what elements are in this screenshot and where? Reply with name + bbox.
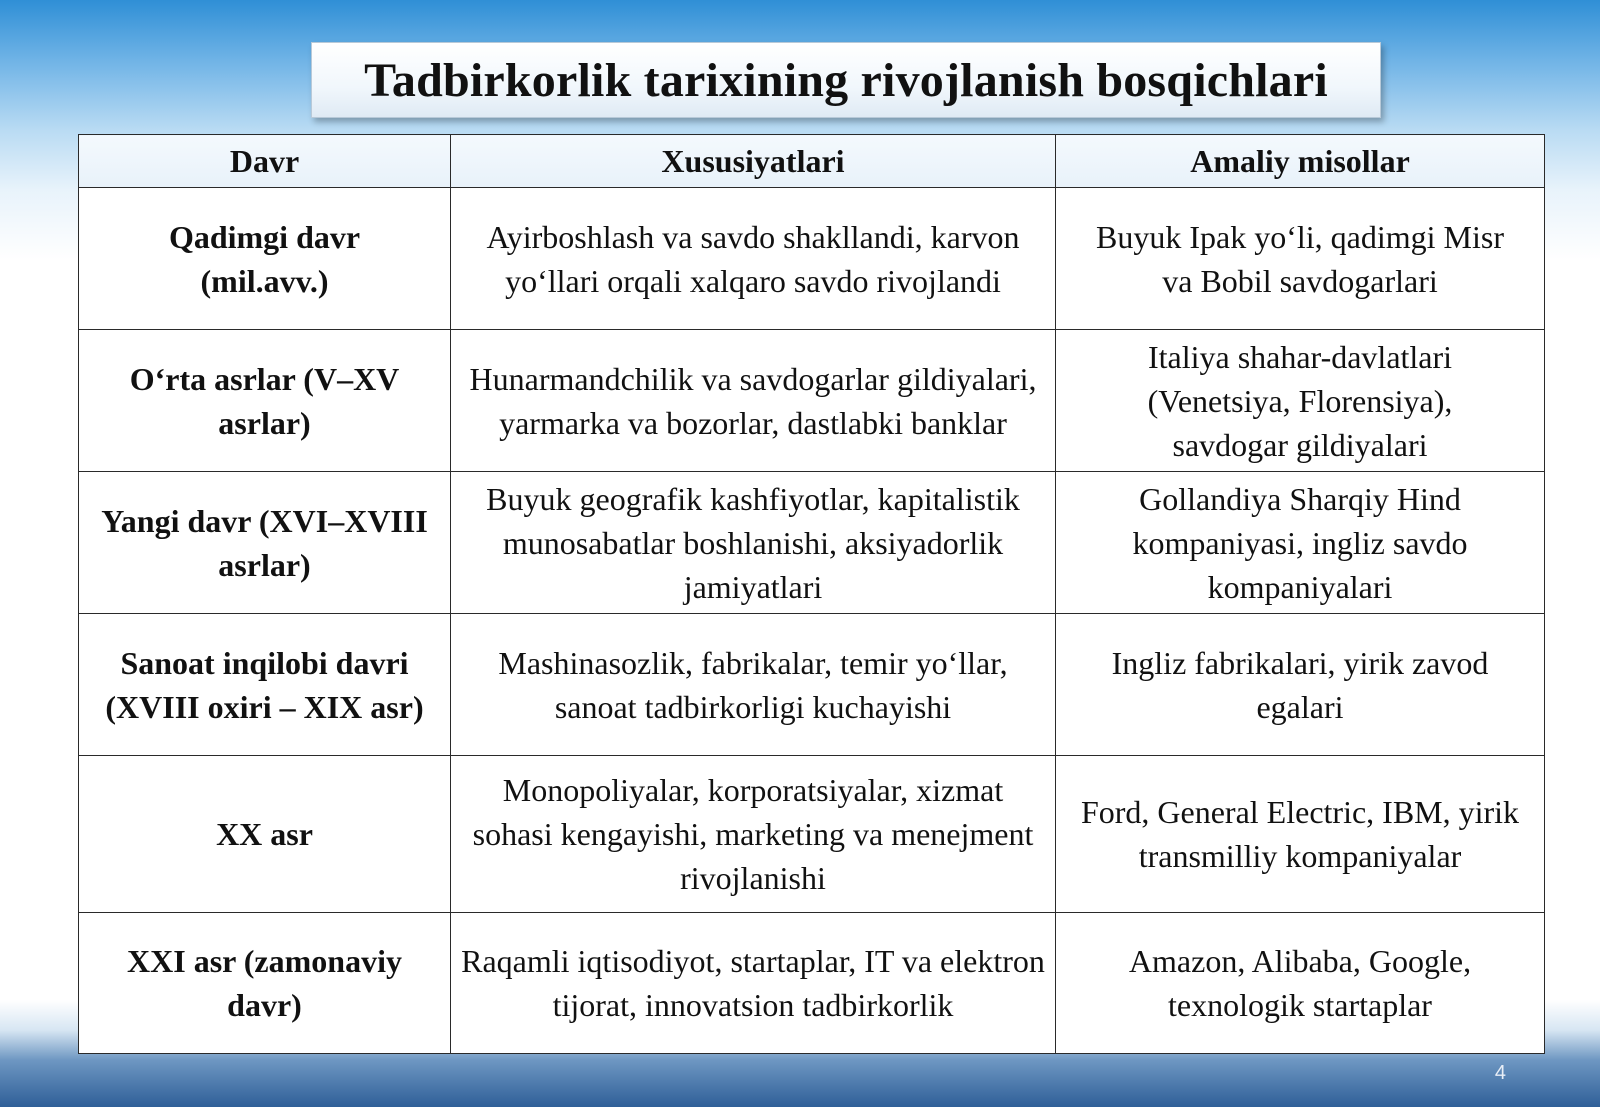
examples-cell: Gollandiya Sharqiy Hind kompaniyasi, ingliz savdo kompaniyalari (1056, 472, 1545, 614)
history-stages-table (78, 134, 1545, 1054)
period-cell: XXI asr (zamonaviy davr) (79, 913, 451, 1054)
features-cell: Hunarmandchilik va savdogarlar gildiyalari, yarmarka va bozorlar, dastlabki banklar (451, 330, 1056, 472)
period-cell: O‘rta asrlar (V–XV asrlar) (79, 330, 451, 472)
features-cell: Mashinasozlik, fabrikalar, temir yo‘llar, sanoat tadbirkorligi kuchayishi (451, 614, 1056, 756)
slide-title: Tadbirkorlik tarixining rivojlanish bosqichlari (364, 53, 1328, 107)
examples-cell: Italiya shahar-davlatlari (Venetsiya, Florensiya), savdogar gildiyalari (1056, 330, 1545, 472)
header-period: Davr (79, 135, 451, 188)
period-cell: Sanoat inqilobi davri (XVIII oxiri – XIX asr) (79, 614, 451, 756)
table-row (79, 330, 1545, 472)
table-row (79, 472, 1545, 614)
table-row (79, 913, 1545, 1054)
examples-cell: Amazon, Alibaba, Google, texnologik startaplar (1056, 913, 1545, 1054)
examples-cell: Buyuk Ipak yo‘li, qadimgi Misr va Bobil savdogarlari (1056, 188, 1545, 330)
features-cell: Raqamli iqtisodiyot, startaplar, IT va elektron tijorat, innovatsion tadbirkorlik (451, 913, 1056, 1054)
examples-cell: Ingliz fabrikalari, yirik zavod egalari (1056, 614, 1545, 756)
table-row (79, 614, 1545, 756)
slide-title-box (311, 42, 1381, 118)
period-cell: Qadimgi davr (mil.avv.) (79, 188, 451, 330)
header-examples: Amaliy misollar (1056, 135, 1545, 188)
examples-cell: Ford, General Electric, IBM, yirik transmilliy kompaniyalar (1056, 756, 1545, 913)
features-cell: Monopoliyalar, korporatsiyalar, xizmat sohasi kengayishi, marketing va menejment rivojlanishi (451, 756, 1056, 913)
table-row (79, 188, 1545, 330)
features-cell: Ayirboshlash va savdo shakllandi, karvon yo‘llari orqali xalqaro savdo rivojlandi (451, 188, 1056, 330)
table-header-row (79, 135, 1545, 188)
page-number: 4 (1494, 1062, 1506, 1084)
header-features: Xususiyatlari (451, 135, 1056, 188)
period-cell: Yangi davr (XVI–XVIII asrlar) (79, 472, 451, 614)
table-row (79, 756, 1545, 913)
features-cell: Buyuk geografik kashfiyotlar, kapitalistik munosabatlar boshlanishi, aksiyadorlik jamiyatlari (451, 472, 1056, 614)
period-cell: XX asr (79, 756, 451, 913)
